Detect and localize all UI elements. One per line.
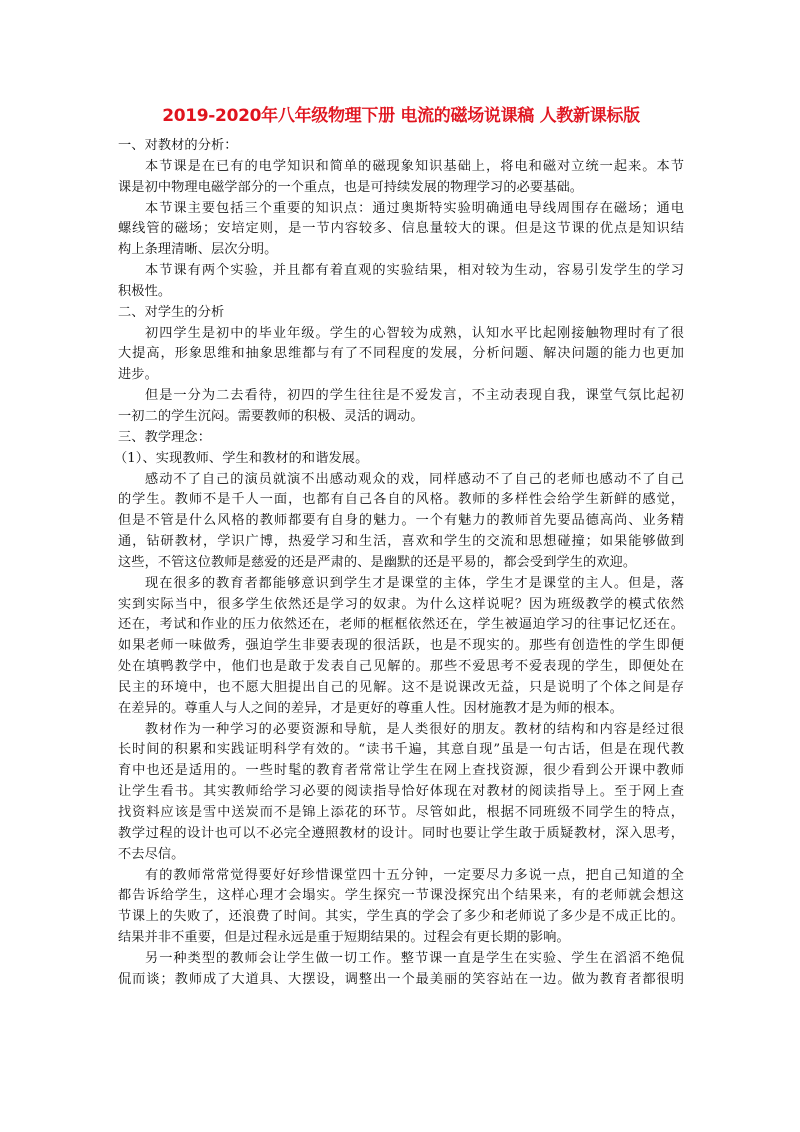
document-page [114, 104, 684, 991]
text-line: 一初二的学生沉闷。需要教师的积极、灵活的调动。 [118, 408, 424, 424]
text-line: 如果老师一味做秀，强迫学生非要表现的很活跃，也是不现实的。那些有创造性的学生即便 [118, 638, 684, 654]
text-line: 进步。 [118, 367, 158, 383]
text-line: 教学过程的设计也可以不必完全遵照教材的设计。同时也要让学生敢于质疑教材，深入思考， [118, 825, 684, 841]
text-line: 不去尽信。 [118, 846, 185, 862]
text-line: 感动不了自己的演员就演不出感动观众的戏，同样感动不了自己的老师也感动不了自己 [145, 471, 684, 487]
text-line: 本节课主要包括三个重要的知识点：通过奥斯特实验明确通电导线周围存在磁场；通电 [145, 200, 684, 216]
text-line: 结果并非不重要，但是过程永远是重于短期结果的。过程会有更长期的影响。 [118, 930, 570, 946]
text-line: 本节课是在已有的电学知识和简单的磁现象知识基础上，将电和磁对立统一起来。本节 [145, 158, 684, 174]
text-line: 都告诉给学生，这样心理才会塌实。学生探究一节课没探究出个结果来，有的老师就会想这 [118, 888, 684, 904]
text-line: 育中也还是适用的。一些时髦的教育者常常让学生在网上查找资源，很少看到公开课中教师 [118, 763, 684, 779]
text-line: 处在填鸭教学中，他们也是敢于发表自己见解的。那些不爱思考不爱表现的学生，即便处在 [118, 659, 684, 675]
text-line: 教材作为一种学习的必要资源和导航，是人类很好的朋友。教材的结构和内容是经过很 [145, 721, 684, 737]
text-line: 这些，不管这位教师是慈爱的还是严肃的、是幽默的还是平易的，都会受到学生的欢迎。 [118, 554, 637, 570]
text-line: 螺线管的磁场；安培定则，是一节内容较多、信息量较大的课。但是这节课的优点是知识结 [118, 221, 684, 237]
text-line: 侃而谈；教师成了大道具、大摆设，调整出一个最美丽的笑容站在一边。做为教育者都很明 [118, 971, 684, 987]
text-line: 民主的环境中，也不愿大胆提出自己的见解。这不是说课改无益，只是说明了个体之间是存 [118, 679, 684, 695]
text-line: 长时间的积累和实践证明科学有效的。“读书千遍，其意自现”虽是一句古话，但是在现代教 [118, 742, 684, 758]
text-line: 另一种类型的教师会让学生做一切工作。整节课一直是学生在实验、学生在滔滔不绝侃 [145, 950, 684, 966]
subsection-heading: （1）、实现教师、学生和教材的和谐发展。 [114, 450, 369, 466]
text-line: 找资料应该是雪中送炭而不是锦上添花的环节。尽管如此，根据不同班级不同学生的特点， [118, 805, 684, 820]
text-line: 节课上的失败了，还浪费了时间。其实，学生真的学会了多少和老师说了多少是不成正比的。 [118, 909, 684, 925]
text-line: 构上条理清晰、层次分明。 [118, 242, 278, 258]
text-line: 有的教师常常觉得要好好珍惜课堂四十五分钟，一定要尽力多说一点，把自己知道的全 [145, 867, 684, 883]
section-heading: 三、教学理念： [118, 429, 212, 445]
text-line: 实到实际当中，很多学生依然还是学习的奴隶。为什么这样说呢？因为班级教学的模式依然 [118, 596, 684, 612]
text-line: 在差异的。尊重人与人之间的差异，才是更好的尊重人性。因材施教才是为师的根本。 [118, 700, 623, 716]
text-line: 但是不管是什么风格的教师都要有自身的魅力。一个有魅力的教师首先要品德高尚、业务精 [118, 513, 684, 529]
text-line: 大提高，形象思维和抽象思维都与有了不同程度的发展，分析问题、解决问题的能力也更加 [118, 346, 684, 362]
text-line: 通，钻研教材，学识广博，热爱学习和生活，喜欢和学生的交流和思想碰撞；如果能够做到 [118, 534, 684, 550]
section-heading: 一、对教材的分析： [118, 138, 238, 153]
text-line: 本节课有两个实验，并且都有着直观的实验结果，相对较为生动，容易引发学生的学习 [145, 263, 684, 279]
document-title: 2019-2020年八年级物理下册 电流的磁场说课稿 人教新课标版 [162, 106, 640, 126]
text-line: 但是一分为二去看待，初四的学生往往是不爱发言，不主动表现自我，课堂气氛比起初 [145, 388, 684, 404]
text-line: 现在很多的教育者都能够意识到学生才是课堂的主体，学生才是课堂的主人。但是，落 [145, 575, 684, 591]
text-line: 积极性。 [118, 283, 172, 299]
text-line: 的学生。教师不是千人一面，也都有自己各自的风格。教师的多样性会给学生新鲜的感觉， [118, 492, 684, 508]
section-heading: 二、对学生的分析 [118, 304, 225, 320]
text-line: 初四学生是初中的毕业年级。学生的心智较为成熟，认知水平比起刚接触物理时有了很 [145, 325, 684, 341]
text-line: 还在，考试和作业的压力依然还在，老师的框框依然还在，学生被逼迫学习的往事记忆还在。 [118, 617, 684, 633]
text-line: 让学生看书。其实教师给学习必要的阅读指导恰好体现在对教材的阅读指导上。至于网上查 [118, 784, 684, 800]
text-line: 课是初中物理电磁学部分的一个重点，也是可持续发展的物理学习的必要基础。 [118, 179, 584, 195]
